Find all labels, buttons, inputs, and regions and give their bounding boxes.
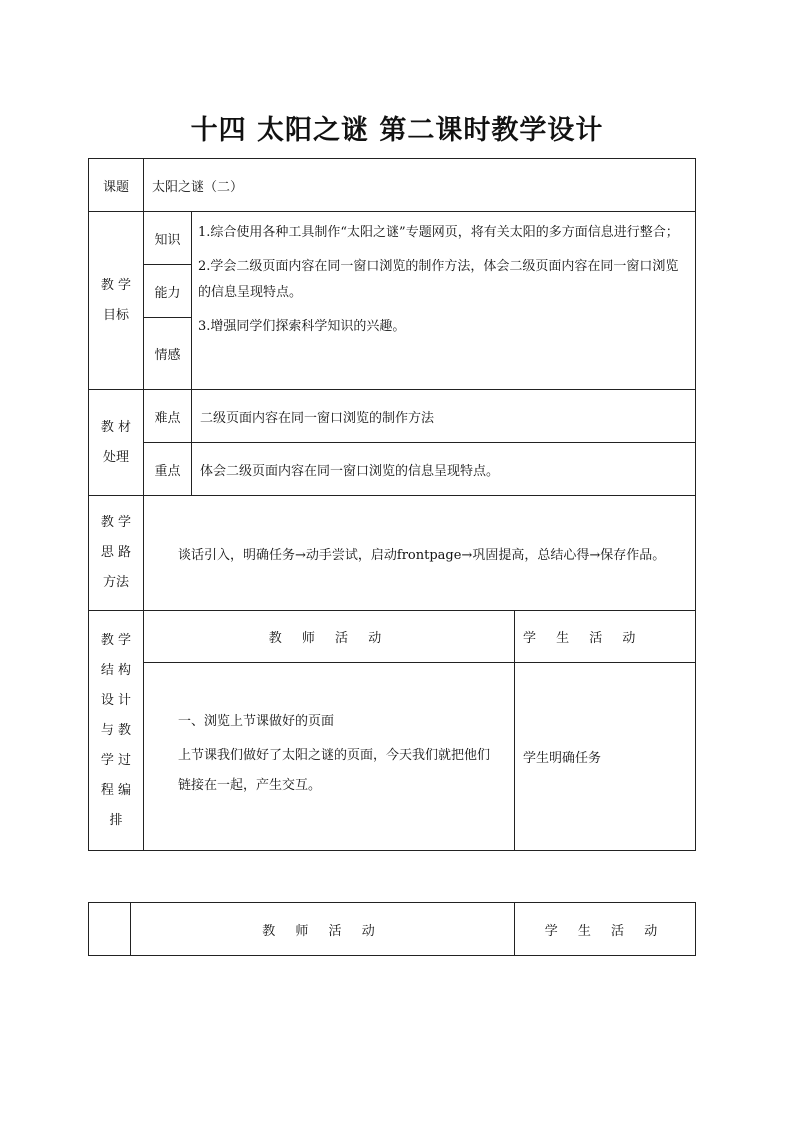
- objective-item: 1.综合使用各种工具制作“太阳之谜”专题网页，将有关太阳的多方面信息进行整合；: [198, 225, 679, 240]
- label-line: 教 学: [100, 515, 132, 530]
- difficulty-label: 难点: [144, 390, 192, 443]
- process-header-row: [89, 611, 696, 663]
- step-text: 上节课我们做好了太阳之谜的页面，今天我们就把他们链接在一起，产生交互。: [178, 748, 491, 793]
- label-line: 程 编: [100, 782, 132, 798]
- materials-label: [89, 390, 144, 496]
- lesson-plan-table: [88, 158, 696, 851]
- objectives-row: [89, 212, 696, 265]
- student-activity-body: 学生明确任务: [515, 663, 696, 851]
- key-text: 体会二级页面内容在同一窗口浏览的信息呈现特点。: [192, 443, 696, 496]
- label-line: 设 计: [100, 692, 132, 708]
- student-activity-header: 学 生 活 动: [515, 611, 696, 663]
- method-text: 谈话引入，明确任务→动手尝试，启动frontpage→巩固提高，总结心得→保存作品。: [144, 496, 696, 611]
- label-line: 处理: [102, 449, 129, 465]
- objective-category-ability: 能力: [144, 265, 192, 318]
- topic-row: [89, 159, 696, 212]
- process-body-row: [89, 663, 696, 851]
- label-line: 与 教: [100, 722, 132, 738]
- label-line: 学 过: [100, 752, 132, 768]
- objective-category-emotion: 情感: [144, 318, 192, 390]
- page-title: 十四 太阳之谜 第二课时教学设计: [190, 115, 604, 146]
- key-label: 重点: [144, 443, 192, 496]
- materials-row: [89, 390, 696, 443]
- continuation-student-header: 学 生 活 动: [515, 903, 696, 956]
- objectives-label: [89, 212, 144, 390]
- objective-item: 2.学会二级页面内容在同一窗口浏览的制作方法，体会二级页面内容在同一窗口浏览的信息呈现特点。: [198, 259, 679, 300]
- teacher-activity-header: 教 师 活 动: [144, 611, 515, 663]
- label-line: 排: [109, 812, 123, 828]
- teacher-activity-body: [144, 663, 515, 851]
- step-title: 一、浏览上节课做好的页面: [178, 714, 335, 729]
- continuation-label-cell: [89, 903, 131, 956]
- label-line: 教 学: [100, 632, 132, 648]
- label-line: 结 构: [100, 662, 132, 678]
- objective-item: 3.增强同学们探索科学知识的兴趣。: [198, 319, 406, 334]
- objective-category-knowledge: 知识: [144, 212, 192, 265]
- process-label: [89, 611, 144, 851]
- continuation-teacher-header: 教 师 活 动: [131, 903, 515, 956]
- method-row: [89, 496, 696, 611]
- method-label: [89, 496, 144, 611]
- topic-label: 课题: [89, 159, 144, 212]
- objectives-text: [192, 212, 696, 390]
- label-line: 目标: [102, 307, 129, 323]
- continuation-table: [88, 902, 696, 956]
- label-line: 方法: [102, 575, 129, 590]
- label-line: 教 材: [100, 419, 132, 435]
- label-line: 思 路: [100, 545, 132, 560]
- topic-value: 太阳之谜（二）: [144, 159, 696, 212]
- continuation-header-row: [89, 903, 696, 956]
- label-line: 教 学: [100, 277, 132, 293]
- difficulty-text: 二级页面内容在同一窗口浏览的制作方法: [192, 390, 696, 443]
